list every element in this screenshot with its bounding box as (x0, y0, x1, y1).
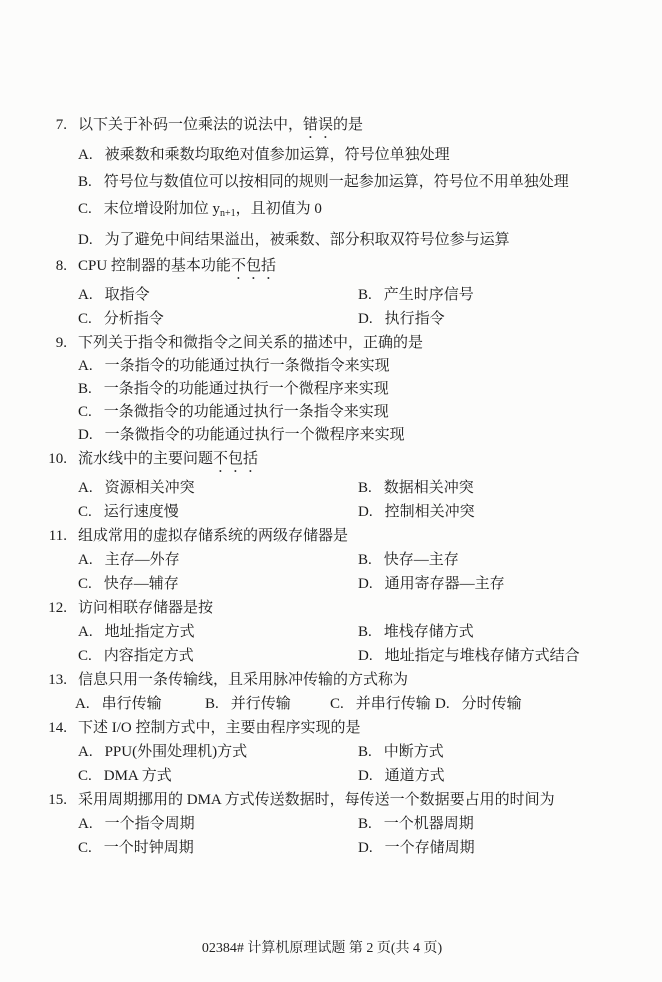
question-number: 13. (48, 672, 67, 688)
option-text (385, 840, 475, 856)
text-run: 执行指令 (384, 311, 445, 327)
option-text (104, 840, 194, 856)
option-label: C. (78, 311, 92, 327)
option-B (358, 620, 632, 644)
option-C (78, 307, 358, 331)
option-D (358, 644, 632, 668)
option-B (358, 812, 632, 836)
question-number: 7. (55, 117, 67, 133)
option-label: B. (358, 287, 372, 303)
option-C (78, 500, 358, 524)
text-run: 末位增设附加位 y (103, 201, 221, 217)
text-run: 串行传输 (101, 696, 162, 712)
option-text (104, 576, 179, 592)
option-label: B. (358, 552, 372, 568)
text-run: 以下关于补码一位乘法的说法中， (78, 117, 304, 133)
question-12 (45, 596, 632, 668)
text-run: 通用寄存器—主存 (384, 576, 505, 592)
option-text (384, 816, 474, 832)
option-text (356, 696, 431, 712)
text-run: 组成常用的虚拟存储系统的两级存储器是 (78, 528, 349, 544)
option-D (358, 307, 632, 331)
text-run: 快存—辅存 (103, 576, 179, 592)
options (78, 548, 632, 596)
text-run: 符号位与数值位可以按相同的规则一起参加运算，符号位不用单独处理 (103, 174, 569, 190)
text-run: 地址指定与堆栈存储方式结合 (384, 648, 580, 664)
option-A (78, 812, 358, 836)
option-B (358, 548, 632, 572)
text-run: 并行传输 (230, 696, 291, 712)
text-run: 分析指令 (103, 311, 164, 327)
question-7 (45, 113, 632, 254)
question-15 (45, 788, 632, 860)
option-text (104, 648, 194, 664)
option-text (385, 576, 505, 592)
text-run: 一个机器周期 (383, 816, 474, 832)
option-label: C. (78, 768, 92, 784)
options (78, 740, 632, 788)
option-D (358, 836, 632, 860)
option-B (78, 169, 632, 196)
option-D (78, 424, 632, 447)
text-run: 分时传输 (461, 696, 522, 712)
option-text (104, 201, 322, 217)
text-run: 资源相关冲突 (104, 480, 195, 496)
option-label: D. (78, 232, 93, 248)
option-text (104, 504, 179, 520)
question-stem (45, 331, 632, 355)
option-label: A. (75, 696, 90, 712)
option-A (78, 476, 358, 500)
question-9 (45, 331, 632, 447)
option-text (105, 232, 510, 248)
option-text (231, 696, 291, 712)
text-run: 一条微指令的功能通过执行一条指令来实现 (103, 404, 389, 420)
option-A (75, 692, 205, 716)
question-11 (45, 524, 632, 596)
question-13 (45, 668, 632, 716)
option-label: A. (78, 744, 93, 760)
option-text (385, 504, 475, 520)
question-number: 12. (48, 600, 67, 616)
option-text (104, 174, 569, 190)
text-run: CPU 控制器的基本功能 (78, 258, 231, 274)
text-run: 为了避免中间结果溢出，被乘数、部分积取双符号位参与运算 (104, 232, 510, 248)
option-B (358, 283, 632, 307)
option-label: C. (78, 404, 92, 420)
option-text (384, 287, 474, 303)
option-label: C. (78, 648, 92, 664)
option-text (105, 552, 180, 568)
emphasized-text: 不包括 (213, 451, 259, 467)
text-run: 中断方式 (383, 744, 444, 760)
option-text (104, 381, 389, 397)
option-A (78, 740, 358, 764)
emphasized-text: 错误 (303, 117, 334, 133)
question-stem-text (78, 528, 348, 544)
question-stem (45, 716, 632, 740)
question-stem (45, 596, 632, 620)
option-D (435, 692, 632, 716)
text-run: 访问相联存储器是按 (78, 600, 214, 616)
text-run: 下述 I/O 控制方式中，主要由程序实现的是 (78, 720, 361, 736)
text-run: 一个时钟周期 (103, 840, 194, 856)
question-stem-text (78, 258, 276, 274)
question-14 (45, 716, 632, 788)
option-text (105, 624, 195, 640)
question-stem-text (78, 451, 258, 467)
text-run: 流水线中的主要问题 (78, 451, 214, 467)
option-text (105, 816, 195, 832)
option-A (78, 620, 358, 644)
text-run: 快存—主存 (383, 552, 459, 568)
option-D (358, 764, 632, 788)
question-number: 15. (48, 792, 67, 808)
option-text (105, 427, 405, 443)
option-C (78, 836, 358, 860)
option-label: A. (78, 816, 93, 832)
option-text (384, 624, 474, 640)
option-label: D. (358, 648, 373, 664)
options (78, 812, 632, 860)
option-C (78, 196, 632, 227)
option-B (205, 692, 330, 716)
option-C (78, 764, 358, 788)
option-label: B. (78, 381, 92, 397)
question-stem (45, 113, 632, 142)
option-text (385, 768, 445, 784)
text-run: 运行速度慢 (103, 504, 179, 520)
question-stem (45, 254, 632, 283)
option-D (358, 500, 632, 524)
option-A (78, 548, 358, 572)
option-label: B. (358, 744, 372, 760)
option-text (105, 480, 195, 496)
question-number: 11. (48, 528, 67, 544)
text-run: 一条指令的功能通过执行一个微程序来实现 (103, 381, 389, 397)
question-number: 8. (55, 258, 67, 274)
text-run: 的是 (333, 117, 364, 133)
text-run: 堆栈存储方式 (383, 624, 474, 640)
text-run: 一条微指令的功能通过执行一个微程序来实现 (104, 427, 405, 443)
option-B (358, 740, 632, 764)
option-A (78, 283, 358, 307)
question-stem-text (78, 672, 408, 688)
text-run: 控制相关冲突 (384, 504, 475, 520)
option-label: D. (358, 504, 373, 520)
option-text (105, 744, 248, 760)
page-footer: 02384# 计算机原理试题 第 2 页(共 4 页) (201, 941, 443, 956)
option-D (78, 227, 632, 254)
option-label: D. (78, 427, 93, 443)
emphasized-text: 不包括 (230, 258, 276, 274)
text-run: 数据相关冲突 (383, 480, 474, 496)
option-label: A. (78, 147, 93, 163)
question-stem (45, 524, 632, 548)
options (45, 355, 632, 447)
option-label: D. (435, 696, 450, 712)
option-label: B. (358, 624, 372, 640)
option-text (105, 287, 150, 303)
option-D (358, 572, 632, 596)
option-label: A. (78, 287, 93, 303)
text-run: 信息只用一条传输线，且采用脉冲传输的方式称为 (78, 672, 409, 688)
option-label: A. (78, 480, 93, 496)
text-run: DMA 方式 (103, 768, 172, 784)
option-B (358, 476, 632, 500)
options (78, 283, 632, 331)
option-text (104, 311, 164, 327)
question-number: 14. (48, 720, 67, 736)
text-run: PPU(外围处理机)方式 (104, 744, 248, 760)
option-label: B. (205, 696, 219, 712)
text-run: 采用周期挪用的 DMA 方式传送数据时，每传送一个数据要占用的时间为 (78, 792, 555, 808)
option-text (462, 696, 522, 712)
question-10 (45, 447, 632, 524)
option-text (104, 768, 172, 784)
option-C (78, 572, 358, 596)
option-text (105, 358, 390, 374)
option-label: C. (78, 201, 92, 217)
question-list (45, 113, 632, 860)
options (45, 142, 632, 254)
text-run: 内容指定方式 (103, 648, 194, 664)
option-label: A. (78, 552, 93, 568)
question-stem-text (78, 600, 213, 616)
text-run: 被乘数和乘数均取绝对值参加运算，符号位单独处理 (104, 147, 450, 163)
options (78, 476, 632, 524)
text-run: 主存—外存 (104, 552, 180, 568)
subscript-text: n+1 (220, 208, 236, 219)
option-C (78, 644, 358, 668)
option-text (102, 696, 162, 712)
question-stem (45, 668, 632, 692)
question-stem-text (78, 117, 363, 133)
option-text (104, 404, 389, 420)
question-stem-text (78, 335, 423, 351)
option-label: B. (358, 816, 372, 832)
option-label: C. (78, 504, 92, 520)
option-text (384, 480, 474, 496)
question-stem (45, 788, 632, 812)
question-number: 9. (55, 335, 67, 351)
option-text (385, 648, 580, 664)
text-run: 产生时序信号 (383, 287, 474, 303)
options (75, 692, 632, 716)
question-8 (45, 254, 632, 331)
text-run: 通道方式 (384, 768, 445, 784)
option-label: C. (78, 576, 92, 592)
options (78, 620, 632, 668)
text-run: 一个指令周期 (104, 816, 195, 832)
text-run: 取指令 (104, 287, 150, 303)
text-run: 一条指令的功能通过执行一条微指令来实现 (104, 358, 390, 374)
option-C (330, 692, 435, 716)
option-label: D. (358, 576, 373, 592)
option-C (78, 401, 632, 424)
option-text (105, 147, 450, 163)
option-A (78, 142, 632, 169)
option-label: C. (330, 696, 344, 712)
option-label: B. (78, 174, 92, 190)
question-number: 10. (48, 451, 67, 467)
question-stem (45, 447, 632, 476)
option-label: A. (78, 624, 93, 640)
text-run: 一个存储周期 (384, 840, 475, 856)
option-label: D. (358, 311, 373, 327)
question-stem-text (78, 720, 361, 736)
question-stem-text (78, 792, 555, 808)
text-run: 地址指定方式 (104, 624, 195, 640)
option-A (78, 355, 632, 378)
option-text (384, 744, 444, 760)
option-B (78, 378, 632, 401)
option-label: B. (358, 480, 372, 496)
option-label: D. (358, 840, 373, 856)
option-label: C. (78, 840, 92, 856)
text-run: 并串行传输 (355, 696, 431, 712)
text-run: 下列关于指令和微指令之间关系的描述中，正确的是 (78, 335, 424, 351)
option-text (384, 552, 459, 568)
option-label: A. (78, 358, 93, 374)
option-label: D. (358, 768, 373, 784)
text-run: ，且初值为 0 (235, 201, 322, 217)
option-text (385, 311, 445, 327)
